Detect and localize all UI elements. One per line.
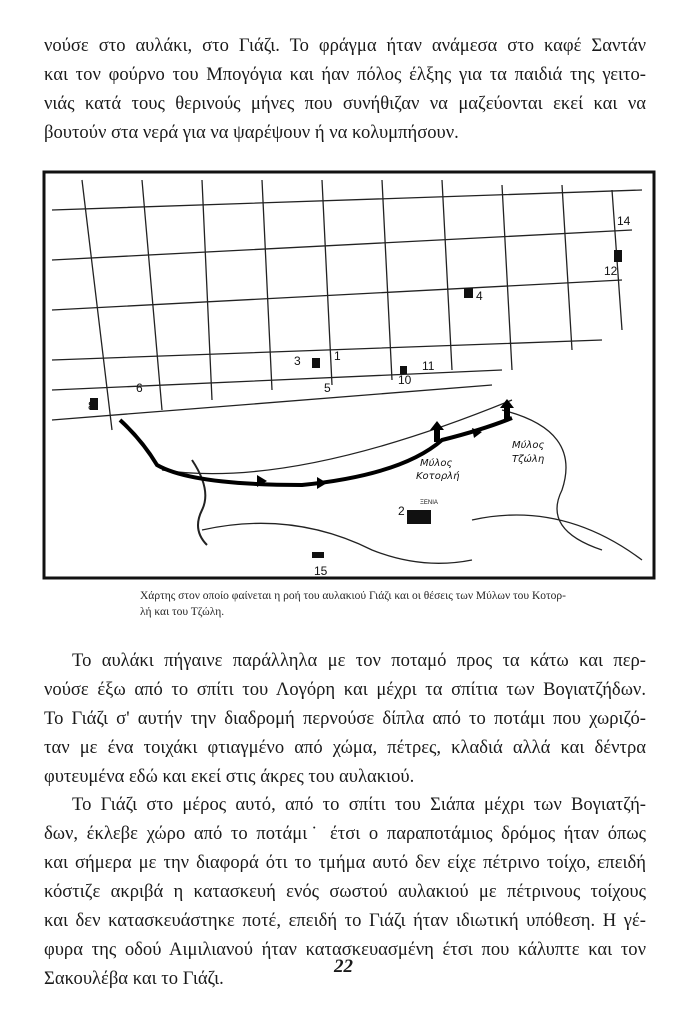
text-line: Το Γιάζι στο μέρος αυτό, από το σπίτι του Σιάπα μέχρι των Βογιατζή- [72,794,646,815]
text-line: δων, έκλεβε χώρο από το ποτάμι˙ έτσι ο παραποτάμιος δρόμος ήταν όπως [44,823,646,844]
text-line: και δεν κατασκευάστηκε ποτέ, επειδή το Γιάζι ήταν ιδιωτική υπόθεση. Η γέ- [44,910,646,931]
map-number-label: 12 [604,264,618,278]
text-line: φυρα της οδού Αιμιλιανού ήταν κατασκευασμένη έτσι που κάλυπτε και τον [44,939,646,960]
map-number-label: 2 [398,504,405,518]
mill-kotorli-label: Κοτορλή [416,471,460,482]
text-line: Το αυλάκι πήγαινε παράλληλα με τον ποταμό προς τα κάτω και περ- [72,650,646,671]
map-number-label: 14 [617,214,631,228]
text-line: βουτούν στα νερά για να ψαρέψουν ή να κολυμπήσουν. [44,122,459,143]
mill-tzoli-label: Τζώλη [512,454,545,465]
map-number-label: 3 [294,354,301,368]
top-paragraph [44,31,646,147]
map-number-label: 11 [422,359,435,373]
map-number-label: 10 [398,373,412,387]
map-number-label: 15 [314,564,328,578]
page-number: 22 [334,956,353,977]
mill-kotorli-label: Μύλος [420,458,453,469]
map-number-label: 8 [88,399,95,413]
mill-tzoli-label: Μύλος [512,440,545,451]
caption-line: λή και του Τζώλη. [140,606,225,618]
paragraph-2 [44,646,646,791]
text-line: νούσε έξω από το σπίτι του Λογόρη και μέχρι τα σπίτια των Βογιατζήδων. [44,679,646,700]
text-line: ταν με ένα τοιχάκι φτιαγμένο από χώμα, πέτρες, κλαδιά αλλά και δέντρα [44,737,646,758]
xenia-label: ΞΕΝΙΑ [420,500,438,506]
caption-line: Χάρτης στον οποίο φαίνεται η ροή του αυλακιού Γιάζι και οι θέσεις των Μύλων του Κοτορ- [140,590,566,602]
map-number-label: 5 [324,381,331,395]
text-line: Το Γιάζι σ' αυτήν την διαδρομή περνούσε δίπλα από το ποτάμι που χωριζό- [44,708,646,729]
map-frame [44,172,654,578]
map-number-label: 1 [334,349,341,363]
text-line: νούσε στο αυλάκι, στο Γιάζι. Το φράγμα ήταν ανάμεσα στο καφέ Σαντάν [44,35,646,56]
figure-caption [140,588,660,620]
text-line: και σήμερα με την διαφορά ότι το τμήμα αυτό δεν είχε πέτρινο τοίχο, επειδή [44,852,646,873]
text-line: κόστιζε ακριβά η κατασκευή ενός σωστού αυλακιού με πέτρινους τοίχους [44,881,646,902]
river-map-figure [42,170,656,580]
map-number-label: 4 [476,289,483,303]
text-line: νιάς κατά τους θερινούς μήνες που συνήθιζαν να μαζεύονται εκεί και να [44,93,646,114]
text-line: και τον φούρνο του Μπογόγια και ήαν πόλος έλξης για τα παιδιά της γειτο- [44,64,646,85]
text-line: Σακουλέβα και το Γιάζι. [44,968,224,989]
map-number-label: 6 [136,381,143,395]
text-line: φυτευμένα εδώ και εκεί στις άκρες του αυλακιού. [44,766,415,787]
